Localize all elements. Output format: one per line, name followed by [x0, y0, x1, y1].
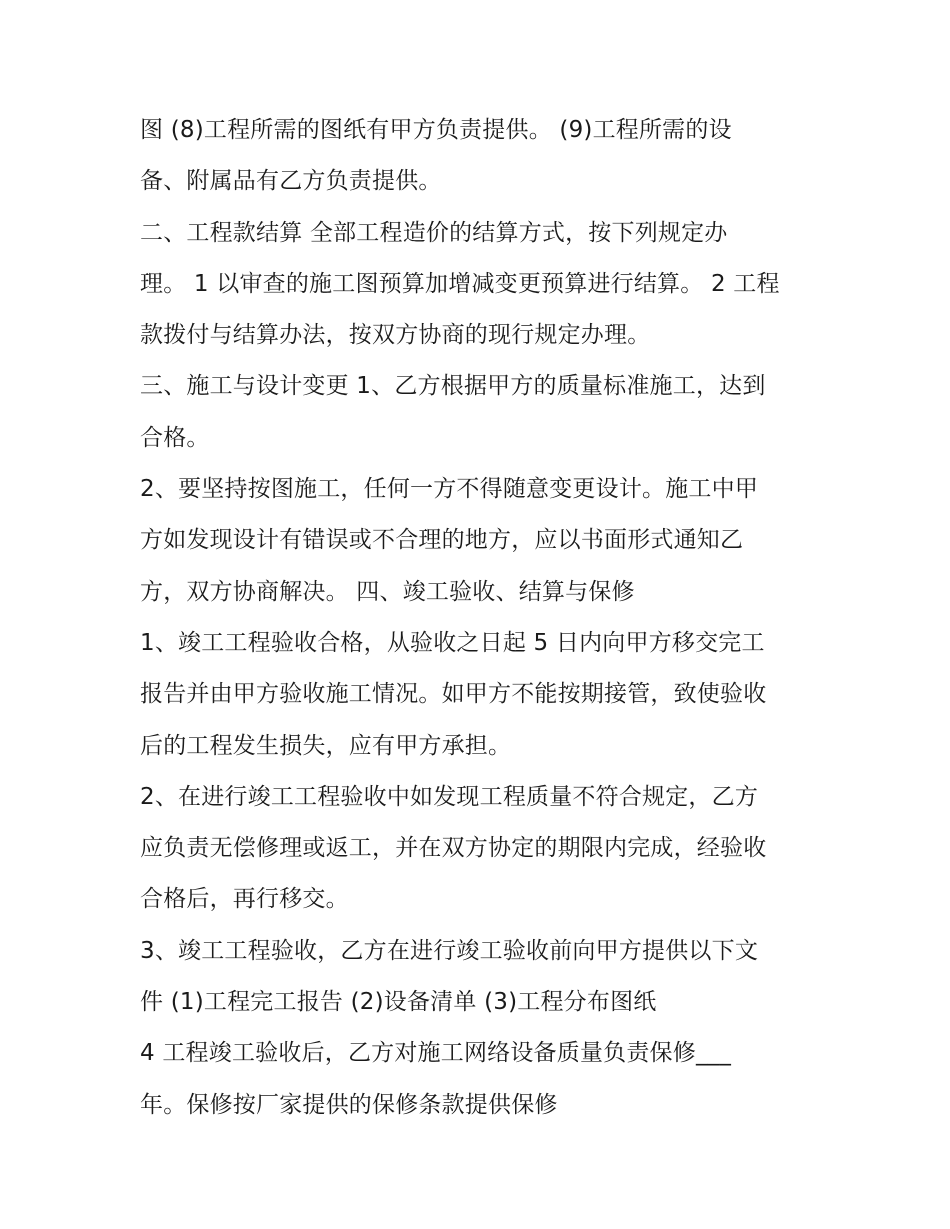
text-line: 1、竣工工程验收合格，从验收之日起 5 日内向甲方移交完工 — [140, 629, 765, 656]
text-line: 三、施工与设计变更 1、乙方根据甲方的质量标准施工，达到 — [140, 373, 766, 400]
text-line: 方，双方协商解决。 四、竣工验收、结算与保修 — [140, 578, 635, 605]
text-line: 年。保修按厂家提供的保修条款提供保修 — [140, 1091, 558, 1118]
text-line: 理。 1 以审查的施工图预算加增减变更预算进行结算。 2 工程 — [140, 270, 780, 297]
text-line: 二、工程款结算 全部工程造价的结算方式，按下列规定办 — [140, 219, 728, 246]
text-line: 图 (8)工程所需的图纸有甲方负责提供。 (9)工程所需的设 — [140, 117, 732, 143]
text-line: 件 (1)工程完工报告 (2)设备清单 (3)工程分布图纸 — [140, 989, 657, 1016]
text-line: 报告并由甲方验收施工情况。如甲方不能按期接管，致使验收 — [140, 681, 767, 708]
text-line: 合格后，再行移交。 — [140, 886, 349, 913]
text-line: 应负责无偿修理或返工，并在双方协定的期限内完成，经验收 — [140, 835, 767, 862]
text-line: 备、附属品有乙方负责提供。 — [140, 168, 442, 195]
text-line: 2、在进行竣工工程验收中如发现工程质量不符合规定，乙方 — [140, 783, 759, 810]
text-line: 4 工程竣工验收后，乙方对施工网络设备质量负责保修___ — [140, 1040, 732, 1067]
text-line: 3、竣工工程验收，乙方在进行竣工验收前向甲方提供以下文 — [140, 937, 759, 964]
text-line: 后的工程发生损失，应有甲方承担。 — [140, 732, 512, 759]
text-line: 款拨付与结算办法，按双方协商的现行规定办理。 — [140, 322, 651, 349]
text-line: 合格。 — [140, 424, 210, 451]
text-line: 方如发现设计有错误或不合理的地方，应以书面形式通知乙 — [140, 527, 744, 554]
document-body — [140, 105, 830, 1131]
text-line: 2、要坚持按图施工，任何一方不得随意变更设计。施工中甲 — [140, 476, 759, 503]
